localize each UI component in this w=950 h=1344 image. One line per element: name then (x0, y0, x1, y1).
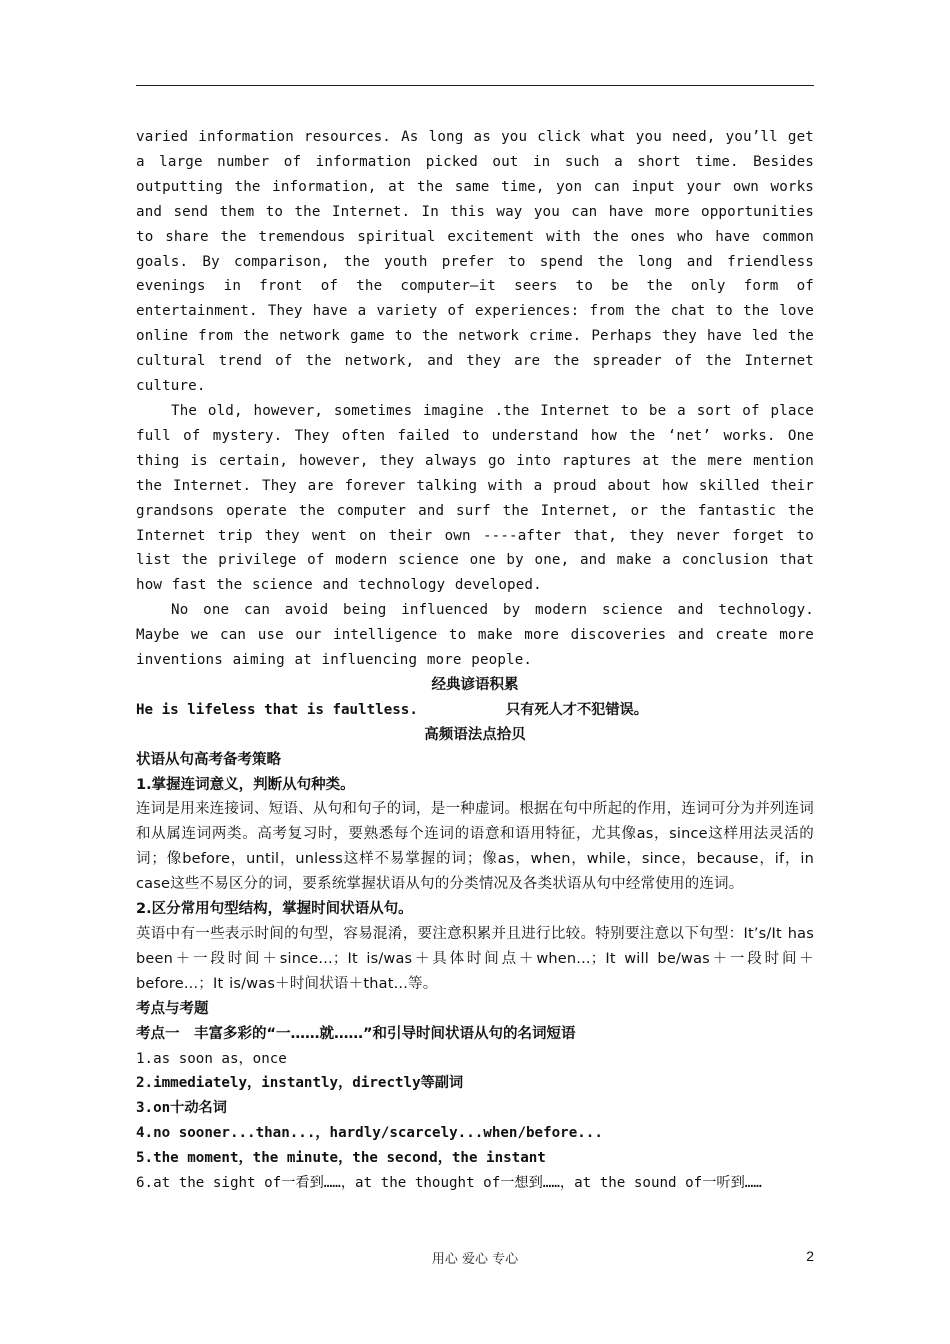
grammar-subheading: 状语从句高考备考策略 (136, 751, 281, 768)
grammar-heading: 高频语法点拾贝 (424, 726, 526, 743)
kaodian-1-title: 考点一 丰富多彩的“一……就……”和引导时间状语从句的名词短语 (136, 1025, 576, 1042)
exam-heading: 考点与考题 (136, 1000, 209, 1017)
page-number: 2 (806, 1248, 814, 1264)
proverb-heading: 经典谚语积累 (431, 676, 519, 693)
list-item: 3.on十动名词 (136, 1100, 227, 1117)
list-item: 6.at the sight of一看到……，at the thought of一想到……，at the sound of一听到…… (136, 1175, 762, 1192)
proverb-line (136, 698, 814, 723)
list-item: 1.as soon as，once (136, 1050, 287, 1067)
point1-body: 连词是用来连接词、短语、从句和句子的词，是一种虚词。根据在句中所起的作用，连词可分为并列连词和从属连词两类。高考复习时，要熟悉每个连词的语意和语用特征，尤其像as，since这样用法灵活的词；像before，until，unless这样不易掌握的词；像as，when，while，since，because，if，in case这些不易区分的词，要系统掌握状语从句的分类情况及各类状语从句中经常使用的连词。 (136, 801, 814, 893)
point2-body: 英语中有一些表示时间的句型，容易混淆，要注意积累并且进行比较。特别要注意以下句型：It’s/It has been＋一段时间＋since...；It is/was＋具体时间点＋when...；It will be/was＋一段时间＋before...；It is/was＋时间状语＋that...等。 (136, 926, 814, 992)
page-content (136, 125, 814, 1196)
footer-slogan: 用心 爱心 专心 (431, 1252, 519, 1267)
list-item: 4.no sooner...than...，hardly/scarcely...when/before... (136, 1125, 603, 1142)
proverb-chinese: 只有死人才不犯错误。 (506, 701, 648, 718)
body-paragraph-2: The old, however, sometimes imagine .the Internet to be a sort of place full of mystery. They often failed to understand how the ‘net’ works. One thing is certain, however, they always go into raptures at the mere mention the Internet. They are forever talking with a proud about how skilled their grandsons operate the computer and surf the Internet, or the fantastic the Internet trip they went on their own ----after that, they never forget to list the privilege of modern science one by one, and make a conclusion that how fast the science and technology developed. (136, 402, 814, 594)
point2-title: 2.区分常用句型结构，掌握时间状语从句。 (136, 901, 413, 918)
header-rule (136, 85, 814, 86)
body-paragraph-3: No one can avoid being influenced by modern science and technology. Maybe we can use our intelligence to make more discoveries and create more inventions aiming at influencing more people. (136, 602, 814, 669)
point1-title: 1.掌握连词意义，判断从句种类。 (136, 776, 355, 793)
body-paragraph-1: varied information resources. As long as you click what you need, you’ll get a large number of information picked out in such a short time. Besides outputting the information, at the same time, yon can input your own works and send them to the Internet. In this way you can have more opportunities to share the tremendous spiritual excitement with the ones who have common goals. By comparison, the youth prefer to spend the long and friendless evenings in front of the computer—it seers to be the only form of entertainment. They have a variety of experiences: from the chat to the love online from the network game to the network crime. Perhaps they have led the cultural trend of the network, and they are the spreader of the Internet culture. (136, 129, 814, 395)
list-item: 5.the moment，the minute，the second，the instant (136, 1150, 546, 1167)
proverb-english: He is lifeless that is faultless. (136, 701, 418, 718)
list-item: 2.immediately，instantly，directly等副词 (136, 1075, 464, 1092)
